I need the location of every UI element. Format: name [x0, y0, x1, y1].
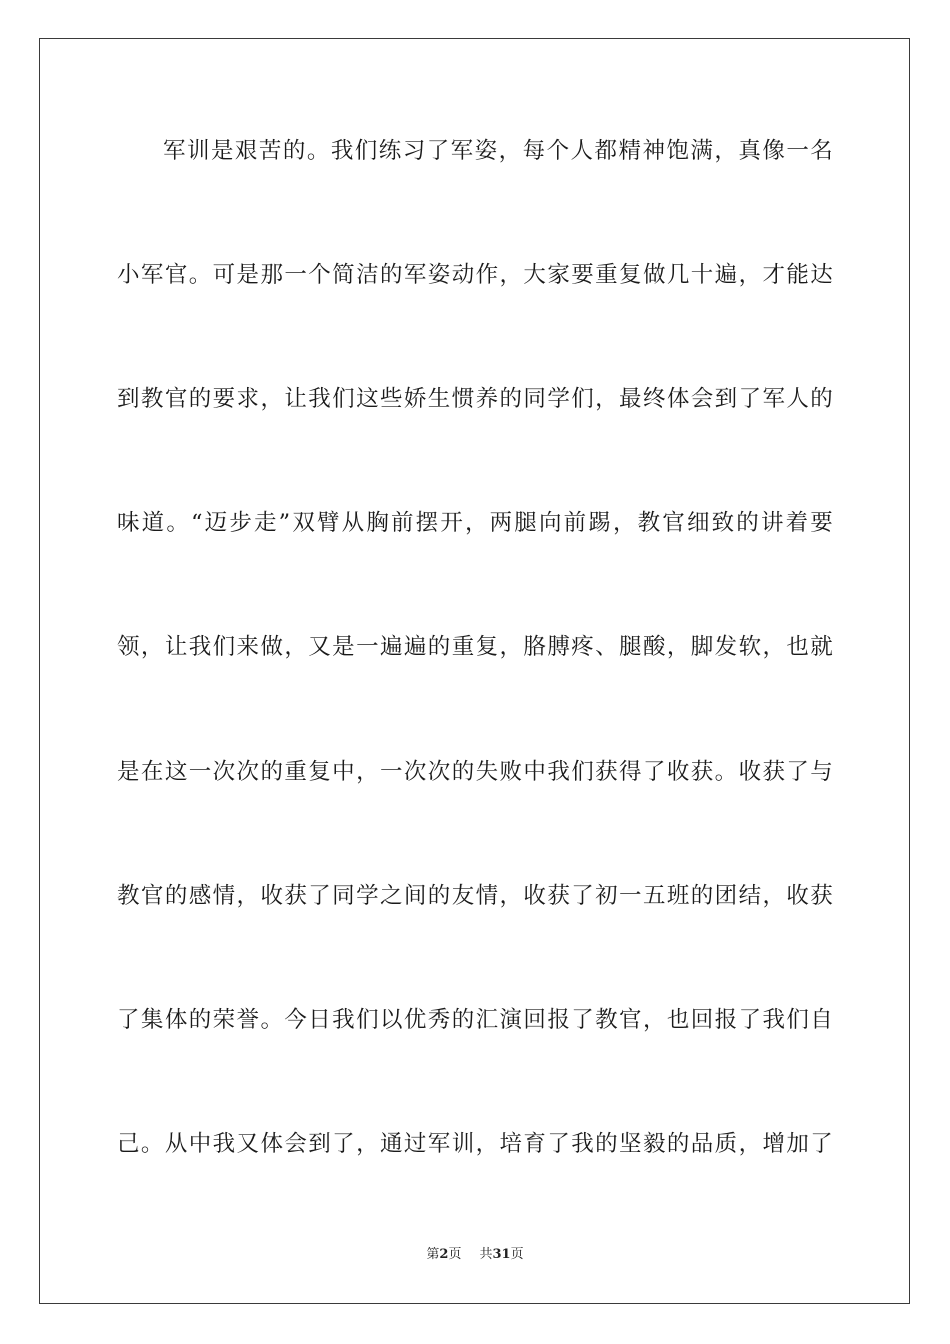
page-suffix: 页 — [448, 1247, 462, 1262]
total-pages: 31 — [492, 1247, 511, 1262]
paragraph-line: 教官的感情，收获了同学之间的友情，收获了初一五班的团结，收获 — [117, 883, 833, 909]
paragraph-line: 了集体的荣誉。今日我们以优秀的汇演回报了教官，也回报了我们自 — [117, 1007, 833, 1033]
page-border — [39, 38, 910, 1304]
paragraph-line: 领，让我们来做，又是一遍遍的重复，胳膊疼、腿酸，脚发软，也就 — [117, 634, 833, 660]
paragraph-line: 是在这一次次的重复中，一次次的失败中我们获得了收获。收获了与 — [117, 759, 833, 785]
page-number: 2 — [439, 1247, 449, 1262]
total-prefix: 共 — [479, 1247, 493, 1262]
total-suffix: 页 — [510, 1247, 524, 1262]
paragraph-line: 己。从中我又体会到了，通过军训，培育了我的坚毅的品质，增加了 — [117, 1131, 833, 1157]
paragraph-line: 到教官的要求，让我们这些娇生惯养的同学们，最终体会到了军人的 — [117, 386, 833, 412]
page-indicator — [426, 1247, 461, 1262]
page-prefix: 第 — [426, 1247, 440, 1262]
paragraph-line: 小军官。可是那一个简洁的军姿动作，大家要重复做几十遍，才能达 — [117, 262, 833, 288]
paragraph-line: 味道。“迈步走”双臂从胸前摆开，两腿向前踢，教官细致的讲着要 — [117, 510, 833, 536]
paragraph-line: 军训是艰苦的。我们练习了军姿，每个人都精神饱满，真像一名 — [163, 138, 833, 164]
total-pages-indicator — [479, 1247, 523, 1262]
page-footer — [0, 1246, 950, 1264]
